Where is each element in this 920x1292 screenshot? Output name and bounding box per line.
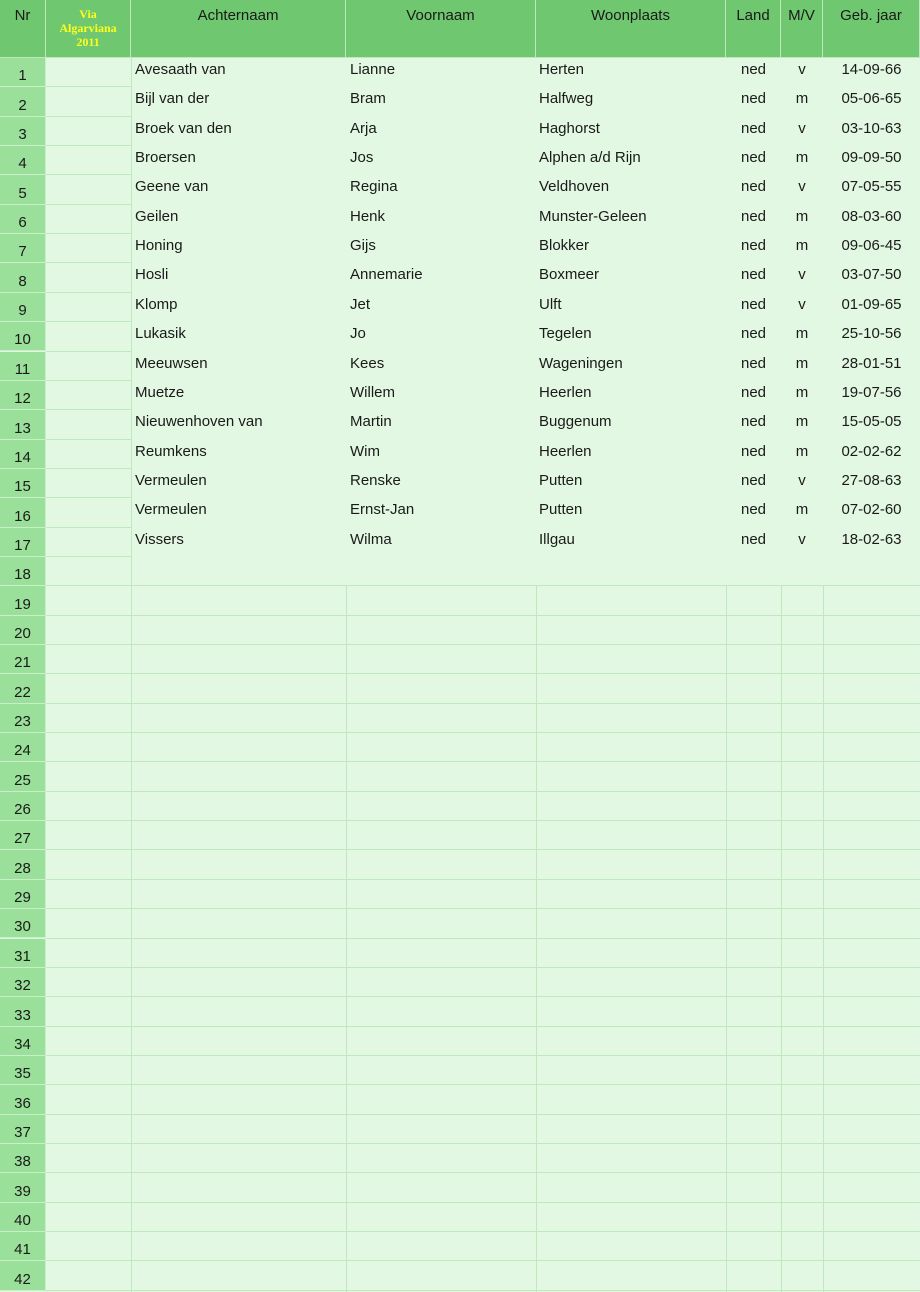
row-number: 28 bbox=[14, 859, 31, 877]
cell-mv: m bbox=[795, 413, 809, 431]
cell-mv: v bbox=[798, 266, 806, 284]
row-number-cell bbox=[0, 234, 46, 263]
column-divider bbox=[346, 586, 347, 1292]
row-number-cell bbox=[0, 850, 46, 879]
cell-geb: 09-09-50 bbox=[841, 149, 902, 167]
via-cell-border bbox=[46, 732, 131, 733]
row-number: 40 bbox=[14, 1211, 31, 1229]
cell-land: ned bbox=[740, 90, 767, 108]
cell-achternaam: Avesaath van bbox=[135, 61, 226, 78]
row-number: 17 bbox=[14, 536, 31, 554]
row-number-cell bbox=[0, 469, 46, 498]
row-number: 21 bbox=[14, 654, 31, 672]
cell-mv: m bbox=[795, 325, 809, 343]
header-achternaam-label: Achternaam bbox=[197, 7, 279, 24]
row-number: 22 bbox=[14, 683, 31, 701]
column-divider bbox=[536, 586, 537, 1292]
via-cell-border bbox=[46, 967, 131, 968]
row-divider bbox=[131, 849, 920, 850]
cell-mv: v bbox=[798, 530, 806, 548]
cell-geb: 09-06-45 bbox=[841, 237, 902, 255]
cell-woonplaats: Haghorst bbox=[539, 119, 600, 137]
cell-achternaam: Vermeulen bbox=[135, 501, 207, 519]
cell-land: ned bbox=[740, 501, 767, 519]
row-number-cell bbox=[0, 1232, 46, 1261]
cell-mv: m bbox=[795, 442, 809, 460]
row-number: 19 bbox=[14, 595, 31, 613]
cell-geb: 27-08-63 bbox=[841, 471, 902, 489]
via-cell-border bbox=[46, 615, 131, 616]
cell-land: ned bbox=[740, 530, 767, 548]
via-cell-border bbox=[46, 321, 131, 322]
cell-land: ned bbox=[740, 149, 767, 167]
via-cell-border bbox=[46, 673, 131, 674]
via-cell-border bbox=[46, 761, 131, 762]
via-cell-border bbox=[46, 1260, 131, 1261]
via-cell-border bbox=[46, 439, 131, 440]
cell-woonplaats: Illgau bbox=[539, 530, 575, 548]
cell-voornaam: Renske bbox=[350, 471, 401, 489]
row-number-cell bbox=[0, 557, 46, 586]
via-cell-border bbox=[46, 1231, 131, 1232]
cell-woonplaats: Putten bbox=[539, 471, 583, 489]
cell-land: ned bbox=[740, 442, 767, 460]
cell-achternaam: Honing bbox=[135, 237, 183, 255]
row-divider bbox=[131, 1290, 920, 1291]
row-number: 5 bbox=[18, 184, 27, 202]
cell-woonplaats: Alphen a/d Rijn bbox=[539, 149, 641, 167]
cell-woonplaats: Heerlen bbox=[539, 383, 592, 401]
row-number-cell bbox=[0, 792, 46, 821]
column-divider bbox=[781, 586, 782, 1292]
row-number: 1 bbox=[18, 67, 27, 85]
cell-land: ned bbox=[740, 119, 767, 137]
row-divider bbox=[131, 732, 920, 733]
cell-land: ned bbox=[740, 61, 767, 78]
cell-woonplaats: Putten bbox=[539, 501, 583, 519]
cell-voornaam: Jos bbox=[350, 149, 374, 167]
header-voornaam bbox=[346, 0, 536, 58]
header-woonplaats bbox=[536, 0, 726, 58]
row-number: 25 bbox=[14, 771, 31, 789]
cell-achternaam: Muetze bbox=[135, 383, 185, 401]
cell-woonplaats: Boxmeer bbox=[539, 266, 600, 284]
row-number: 41 bbox=[14, 1241, 31, 1259]
row-number: 10 bbox=[14, 331, 31, 349]
row-divider bbox=[131, 938, 920, 939]
row-number: 27 bbox=[14, 830, 31, 848]
cell-woonplaats: Heerlen bbox=[539, 442, 592, 460]
row-number-cell bbox=[0, 263, 46, 292]
cell-mv: v bbox=[798, 178, 806, 196]
row-number-cell bbox=[0, 293, 46, 322]
via-cell-border bbox=[46, 1084, 131, 1085]
header-via-line1: Via bbox=[79, 7, 97, 21]
row-number: 36 bbox=[14, 1094, 31, 1112]
column-divider bbox=[726, 586, 727, 1292]
via-cell-border bbox=[46, 938, 131, 939]
cell-geb: 03-10-63 bbox=[841, 119, 902, 137]
row-number: 6 bbox=[18, 214, 27, 232]
header-woonplaats-label: Woonplaats bbox=[591, 7, 670, 24]
row-number: 29 bbox=[14, 889, 31, 907]
via-cell-border bbox=[46, 1026, 131, 1027]
row-number-cell bbox=[0, 909, 46, 938]
row-number-cell bbox=[0, 1085, 46, 1114]
via-cell-border bbox=[46, 644, 131, 645]
cell-achternaam: Hosli bbox=[135, 266, 169, 284]
cell-geb: 02-02-62 bbox=[841, 442, 902, 460]
row-number: 33 bbox=[14, 1006, 31, 1024]
row-number: 3 bbox=[18, 126, 27, 144]
header-mv bbox=[781, 0, 823, 58]
row-number-cell bbox=[0, 146, 46, 175]
cell-geb: 01-09-65 bbox=[841, 295, 902, 313]
cell-achternaam: Lukasik bbox=[135, 325, 186, 343]
row-number: 12 bbox=[14, 390, 31, 408]
cell-geb: 05-06-65 bbox=[841, 90, 902, 108]
cell-woonplaats: Buggenum bbox=[539, 413, 612, 431]
cell-geb: 03-07-50 bbox=[841, 266, 902, 284]
header-mv-label: M/V bbox=[788, 7, 815, 24]
via-cell-border bbox=[46, 204, 131, 205]
cell-woonplaats: Veldhoven bbox=[539, 178, 610, 196]
cell-voornaam: Regina bbox=[350, 178, 398, 196]
header-voornaam-label: Voornaam bbox=[406, 7, 475, 24]
row-number-cell bbox=[0, 528, 46, 557]
via-cell-border bbox=[46, 820, 131, 821]
cell-geb: 07-05-55 bbox=[841, 178, 902, 196]
cell-voornaam: Bram bbox=[350, 90, 386, 108]
cell-mv: v bbox=[798, 295, 806, 313]
cell-mv: v bbox=[798, 119, 806, 137]
row-number: 38 bbox=[14, 1153, 31, 1171]
cell-woonplaats: Wageningen bbox=[539, 354, 623, 372]
via-cell-border bbox=[46, 409, 131, 410]
cell-land: ned bbox=[740, 266, 767, 284]
cell-achternaam: Klomp bbox=[135, 295, 178, 313]
cell-land: ned bbox=[740, 178, 767, 196]
row-divider bbox=[131, 1231, 920, 1232]
cell-land: ned bbox=[740, 237, 767, 255]
via-cell-border bbox=[46, 1114, 131, 1115]
row-number: 39 bbox=[14, 1182, 31, 1200]
header-via-algarviana bbox=[46, 0, 131, 58]
row-number-cell bbox=[0, 880, 46, 909]
cell-achternaam: Nieuwenhoven van bbox=[135, 413, 263, 431]
row-number-cell bbox=[0, 175, 46, 204]
via-cell-border bbox=[46, 497, 131, 498]
row-number: 35 bbox=[14, 1065, 31, 1083]
via-cell-border bbox=[46, 86, 131, 87]
row-divider bbox=[131, 644, 920, 645]
cell-geb: 18-02-63 bbox=[841, 530, 902, 548]
cell-voornaam: Arja bbox=[350, 119, 377, 137]
header-land-label: Land bbox=[736, 7, 770, 24]
cell-land: ned bbox=[740, 413, 767, 431]
via-cell-border bbox=[46, 145, 131, 146]
column-divider bbox=[131, 58, 132, 1292]
via-cell-border bbox=[46, 879, 131, 880]
header-via-line3: 2011 bbox=[76, 35, 100, 49]
cell-mv: v bbox=[798, 471, 806, 489]
row-number-cell bbox=[0, 440, 46, 469]
via-cell-border bbox=[46, 791, 131, 792]
row-number-cell bbox=[0, 322, 46, 351]
row-number-cell bbox=[0, 821, 46, 850]
row-number: 7 bbox=[18, 243, 27, 261]
via-cell-border bbox=[46, 174, 131, 175]
cell-geb: 15-05-05 bbox=[841, 413, 902, 431]
row-number-cell bbox=[0, 1115, 46, 1144]
row-number: 9 bbox=[18, 302, 27, 320]
row-number: 14 bbox=[14, 448, 31, 466]
cell-mv: m bbox=[795, 207, 809, 225]
cell-land: ned bbox=[740, 354, 767, 372]
row-number: 32 bbox=[14, 977, 31, 995]
cell-land: ned bbox=[740, 325, 767, 343]
via-cell-border bbox=[46, 1055, 131, 1056]
row-divider bbox=[131, 1260, 920, 1261]
row-number: 11 bbox=[14, 360, 31, 378]
row-number: 16 bbox=[14, 507, 31, 525]
cell-woonplaats: Halfweg bbox=[539, 90, 594, 108]
cell-voornaam: Jo bbox=[350, 325, 366, 343]
header-geb-jaar bbox=[823, 0, 920, 58]
row-number: 34 bbox=[14, 1035, 31, 1053]
via-cell-border bbox=[46, 996, 131, 997]
row-number: 42 bbox=[14, 1270, 31, 1288]
cell-geb: 14-09-66 bbox=[841, 61, 902, 78]
row-number-cell bbox=[0, 410, 46, 439]
header-nr-label: Nr bbox=[14, 7, 31, 24]
row-number-cell bbox=[0, 939, 46, 968]
cell-land: ned bbox=[740, 471, 767, 489]
via-cell-border bbox=[46, 1202, 131, 1203]
row-number-cell bbox=[0, 616, 46, 645]
cell-achternaam: Geene van bbox=[135, 178, 209, 196]
cell-mv: m bbox=[795, 501, 809, 519]
via-cell-border bbox=[46, 292, 131, 293]
cell-achternaam: Broek van den bbox=[135, 119, 232, 137]
cell-voornaam: Martin bbox=[350, 413, 392, 431]
row-number-cell bbox=[0, 87, 46, 116]
cell-achternaam: Meeuwsen bbox=[135, 354, 208, 372]
row-divider bbox=[131, 1114, 920, 1115]
via-cell-border bbox=[46, 556, 131, 557]
row-divider bbox=[131, 908, 920, 909]
cell-geb: 08-03-60 bbox=[841, 207, 902, 225]
cell-geb: 28-01-51 bbox=[841, 354, 902, 372]
row-number-cell bbox=[0, 586, 46, 615]
row-number: 15 bbox=[14, 478, 31, 496]
row-divider bbox=[131, 673, 920, 674]
cell-mv: m bbox=[795, 90, 809, 108]
row-number: 18 bbox=[14, 566, 31, 584]
row-number-cell bbox=[0, 1261, 46, 1290]
cell-woonplaats: Blokker bbox=[539, 237, 590, 255]
row-number-cell bbox=[0, 704, 46, 733]
row-number-cell bbox=[0, 58, 46, 87]
row-number: 30 bbox=[14, 918, 31, 936]
row-number: 37 bbox=[14, 1123, 31, 1141]
via-cell-border bbox=[46, 262, 131, 263]
row-number-cell bbox=[0, 1173, 46, 1202]
row-number-cell bbox=[0, 1144, 46, 1173]
row-number: 31 bbox=[14, 947, 31, 965]
row-number: 23 bbox=[14, 713, 31, 731]
row-number: 13 bbox=[14, 419, 31, 437]
via-cell-border bbox=[46, 849, 131, 850]
cell-mv: m bbox=[795, 149, 809, 167]
via-cell-border bbox=[46, 233, 131, 234]
column-divider bbox=[823, 586, 824, 1292]
row-number: 2 bbox=[18, 96, 27, 114]
cell-achternaam: Vermeulen bbox=[135, 471, 207, 489]
row-divider bbox=[131, 761, 920, 762]
row-number-cell bbox=[0, 1203, 46, 1232]
via-cell-border bbox=[46, 1172, 131, 1173]
row-divider bbox=[131, 1026, 920, 1027]
row-number: 8 bbox=[18, 272, 27, 290]
cell-voornaam: Lianne bbox=[350, 61, 396, 78]
row-number-cell bbox=[0, 352, 46, 381]
via-cell-border bbox=[46, 380, 131, 381]
cell-land: ned bbox=[740, 295, 767, 313]
cell-voornaam: Wim bbox=[350, 442, 380, 460]
cell-achternaam: Broersen bbox=[135, 149, 196, 167]
row-number-cell bbox=[0, 1027, 46, 1056]
cell-voornaam: Gijs bbox=[350, 237, 376, 255]
header-via-line2: Algarviana bbox=[59, 21, 117, 35]
row-divider bbox=[131, 791, 920, 792]
cell-land: ned bbox=[740, 383, 767, 401]
via-cell-border bbox=[46, 703, 131, 704]
row-number-cell bbox=[0, 762, 46, 791]
row-divider bbox=[131, 615, 920, 616]
row-divider bbox=[131, 879, 920, 880]
cell-geb: 25-10-56 bbox=[841, 325, 902, 343]
cell-achternaam: Reumkens bbox=[135, 442, 207, 460]
via-cell-border bbox=[46, 527, 131, 528]
header-achternaam bbox=[131, 0, 346, 58]
cell-land: ned bbox=[740, 207, 767, 225]
row-number-cell bbox=[0, 997, 46, 1026]
cell-voornaam: Ernst-Jan bbox=[350, 501, 415, 519]
cell-achternaam: Bijl van der bbox=[135, 90, 210, 108]
cell-voornaam: Kees bbox=[350, 354, 385, 372]
row-number: 20 bbox=[14, 624, 31, 642]
cell-mv: v bbox=[798, 61, 806, 78]
row-number-cell bbox=[0, 381, 46, 410]
row-divider bbox=[131, 1143, 920, 1144]
cell-mv: m bbox=[795, 237, 809, 255]
row-number-cell bbox=[0, 645, 46, 674]
via-cell-border bbox=[46, 116, 131, 117]
via-cell-border bbox=[46, 468, 131, 469]
row-divider bbox=[131, 967, 920, 968]
cell-woonplaats: Ulft bbox=[539, 295, 562, 313]
row-number-cell bbox=[0, 205, 46, 234]
cell-geb: 19-07-56 bbox=[841, 383, 902, 401]
cell-mv: m bbox=[795, 354, 809, 372]
cell-geb: 07-02-60 bbox=[841, 501, 902, 519]
row-divider bbox=[131, 585, 920, 586]
row-divider bbox=[131, 1202, 920, 1203]
cell-voornaam: Jet bbox=[350, 295, 371, 313]
cell-voornaam: Annemarie bbox=[350, 266, 423, 284]
cell-achternaam: Geilen bbox=[135, 207, 179, 225]
cell-woonplaats: Tegelen bbox=[539, 325, 592, 343]
via-cell-border bbox=[46, 908, 131, 909]
via-cell-border bbox=[46, 1143, 131, 1144]
row-number: 24 bbox=[14, 742, 31, 760]
via-cell-border bbox=[46, 585, 131, 586]
row-number-cell bbox=[0, 1056, 46, 1085]
row-divider bbox=[131, 1172, 920, 1173]
row-number-cell bbox=[0, 117, 46, 146]
row-number-cell bbox=[0, 498, 46, 527]
row-divider bbox=[131, 703, 920, 704]
cell-achternaam: Vissers bbox=[135, 530, 184, 548]
cell-voornaam: Wilma bbox=[350, 530, 392, 548]
cell-voornaam: Willem bbox=[350, 383, 395, 401]
row-number: 4 bbox=[18, 155, 27, 173]
via-cell-border bbox=[46, 351, 131, 352]
row-divider bbox=[131, 996, 920, 997]
row-divider bbox=[131, 1084, 920, 1085]
row-divider bbox=[131, 820, 920, 821]
header-land bbox=[726, 0, 781, 58]
cell-woonplaats: Munster-Geleen bbox=[539, 207, 647, 225]
row-number: 26 bbox=[14, 801, 31, 819]
row-number-cell bbox=[0, 674, 46, 703]
row-divider bbox=[131, 1055, 920, 1056]
cell-mv: m bbox=[795, 383, 809, 401]
row-number-cell bbox=[0, 968, 46, 997]
via-cell-border bbox=[46, 1290, 131, 1291]
row-number-cell bbox=[0, 733, 46, 762]
header-nr bbox=[0, 0, 46, 58]
cell-voornaam: Henk bbox=[350, 207, 386, 225]
header-geb-jaar-label: Geb. jaar bbox=[840, 7, 902, 24]
cell-woonplaats: Herten bbox=[539, 61, 585, 78]
